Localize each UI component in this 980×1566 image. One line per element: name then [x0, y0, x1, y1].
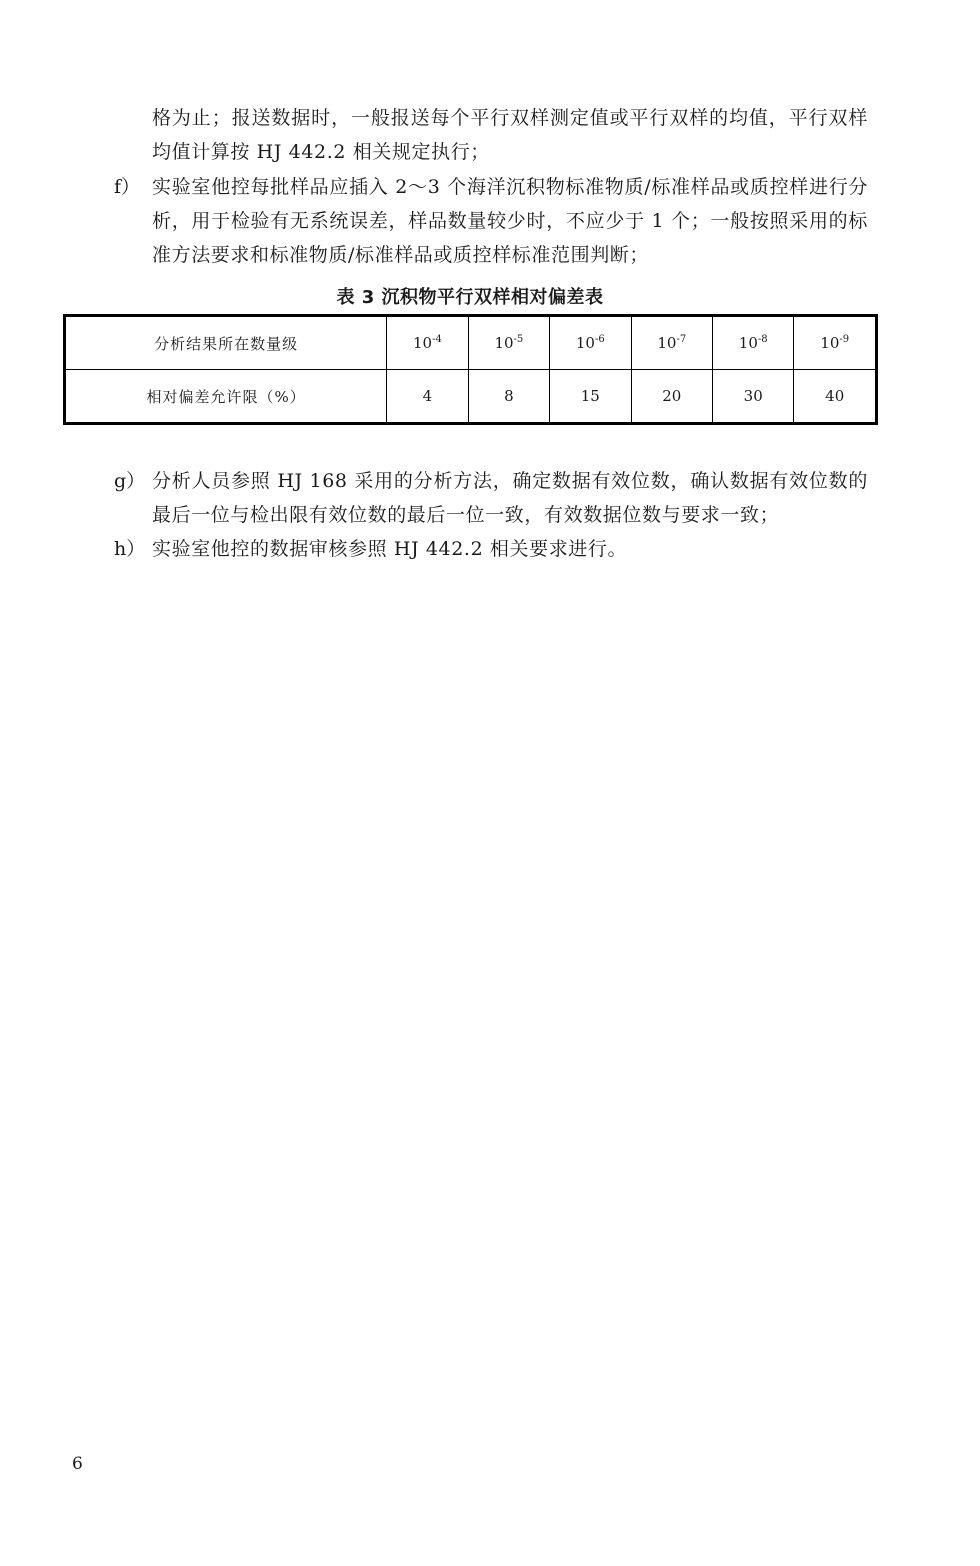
limit-cell: 40 — [794, 370, 877, 424]
limit-cell: 8 — [468, 370, 549, 424]
row-header-orders: 分析结果所在数量级 — [65, 316, 387, 370]
list-marker-f: f） — [114, 176, 141, 198]
item-f-line-1: 实验室他控每批样品应插入 2～3 个海洋沉积物标准物质/标准样品或质控样进行分 — [152, 176, 868, 198]
paragraph-continuation-line-2: 均值计算按 HJ 442.2 相关规定执行； — [152, 141, 490, 163]
row-header-limits: 相对偏差允许限（%） — [65, 370, 387, 424]
list-marker-g: g） — [114, 470, 146, 492]
order-cell: $10^{-9}$ — [794, 316, 877, 370]
table-row-orders — [65, 316, 877, 370]
item-f-line-3: 准方法要求和标准物质/标准样品或质控样标准范围判断； — [152, 244, 650, 266]
list-marker-h: h） — [114, 538, 146, 560]
order-cell: $10^{-8}$ — [713, 316, 794, 370]
item-g-line-1: 分析人员参照 HJ 168 采用的分析方法，确定数据有效位数，确认数据有效位数的 — [152, 470, 868, 492]
table-row-limits — [65, 370, 877, 424]
item-f-line-2: 析，用于检验有无系统误差，样品数量较少时，不应少于 1 个；一般按照采用的标 — [152, 210, 868, 232]
limit-cell: 4 — [387, 370, 468, 424]
item-g-line-2: 最后一位与检出限有效位数的最后一位一致，有效数据位数与要求一致； — [152, 504, 780, 526]
limit-cell: 20 — [631, 370, 712, 424]
page-number: 6 — [72, 1454, 83, 1474]
limit-cell: 30 — [713, 370, 794, 424]
item-h-line-1: 实验室他控的数据审核参照 HJ 442.2 相关要求进行。 — [152, 538, 628, 560]
order-cell: $10^{-7}$ — [631, 316, 712, 370]
table-caption: 表 3 沉积物平行双样相对偏差表 — [336, 287, 604, 308]
limit-cell: 15 — [550, 370, 631, 424]
order-cell: $10^{-5}$ — [468, 316, 549, 370]
paragraph-continuation-line-1: 格为止；报送数据时，一般报送每个平行双样测定值或平行双样的均值，平行双样 — [152, 107, 868, 129]
order-cell: $10^{-4}$ — [387, 316, 468, 370]
order-cell: $10^{-6}$ — [550, 316, 631, 370]
relative-deviation-table — [63, 314, 878, 425]
